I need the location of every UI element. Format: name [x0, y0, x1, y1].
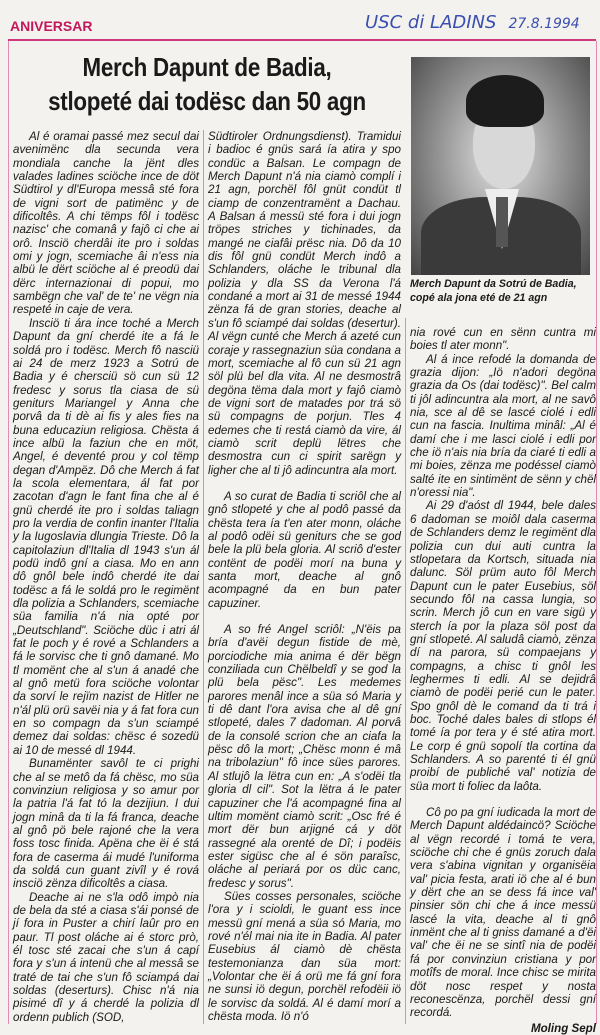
paragraph: Al á ince refodé la domanda de grazia dijon: „Iö n'adori degöna grazia da Os (dai todësc)". Bel calm ti jôl adincuntra ala mort, al ne savô nia, sce al dê se lascé ciolé i edli cun na fascia. Inultima minâl: „Al é damí che i me lasci ciolé i edli por che iö n'ais nia bría da ciaré ti edli a mi boies, zënza me podéssel ciamò salté ite en sintimënt de sënn y chël n'oressi nia". [410, 352, 596, 500]
paragraph: A so curat de Badia ti scriôl che al gnô stlopeté y che al podô passé da chësta tera ía t'en ater monn, oláche al podô odëi sü geniturs che se god bele la plü bela gloria. Al scriô d'ester contënt de podëi morí na buna y santa mort, deache al gnô acompagné da en bun pater capuziner. [208, 489, 401, 610]
paragraph: Südtiroler Ordnungsdienst). Tramidui i badioc é gnüs sará ía atira y spo condüc a Balsan. Le compagn de Merch Dapunt n'á nia ciamò complí i 21 agn, porchël fôl gnüt condüt tl ciamp de conzentramënt a Dachau. A Balsan á messü sté fora i dui jogn tröpes striches y tichinades, da mangé ne ciafâi prësc nia. Dô da 10 dis fôl gnü condüt Merch indô a Schlanders, oláche le tribunal dla polizia y dla SS da Verona l'á condané a mort ai 31 de messé 1944 zënza fá de gran stories, deache al s'un fô sciampé dai soldas (desertur). Al vëgn cunté che Merch á azeté cun coraje y rassegnaziun süa condana a mort, scemiache al fô cun sü 21 agn söl plü bel dla vita. Al ne desmostrâ degöna tëma dala mort y fajô ciamò de vigni sort de matades por trá sö sü compagns de porjun. Tles 4 edemes che ti restá ciamò da vire, ál ciamò scrit deplü lëtres che desmostra cun ci spirit sarëgn y ligher che al ti jô adincuntra ala mort. [208, 130, 401, 477]
photo-caption: Merch Dapunt da Sotrú de Badia, copé ala jona eté de 21 agn [410, 278, 577, 304]
article-title [39, 50, 374, 118]
paragraph: A so fré Angel scriôl: „N'ëis pa bría d'avëi degun fistide de mè, porciodiche mia anima é dër bëgn conziliada cun Chëlbeldî y se god la plü bela pësc". Les medemes parores menâl ince a süa só Maria y ti dê dant l'ora avisa che al dê gní stlopeté, dales 7 dadoman. Al porvâ de la consolé scrion che an ciafa la pësc dô la mort; „Chësc monn é mâ na tribolaziun" fô ince sües parores. Al stlujô la lëtra cun en: „A s'odëi tla gloria dl cil". Sot la lëtra á le pater capuziner che l'á acompagné fina al ultim momënt ciamò scrit: „Osc fré é mort dër bun arjigné cá y döt rassegné ala orenté de Dî; i podëis ester sigüsc che al é sön paraîsc, oláche al periará por os düc canc, fredesc y sorus". [208, 623, 401, 890]
handwritten-publication: USC di LADINS [365, 12, 497, 33]
author-signature: Moling Sepl [530, 1021, 596, 1035]
right-border [596, 41, 597, 1024]
paragraph: nia rové cun en sënn cuntra mi boies tl ater monn". [410, 326, 596, 353]
paragraph: Bunamënter savôl te ci prighi che al se metô da fá chësc, mo süa convinziun religiosa y so amur por la patria l'á fat tó la dezijiun. I dui jogn minâ da ti la fá franca, deache al gnô pö bele rajoné che la vera foss tosc finida. Apëna che ëi é stá fora de caserma ái mudé l'uniforma da soldá cun guant zivîl y é rová insciö zënza dificoltês a ciasa. [13, 757, 199, 891]
column-divider-2 [405, 318, 406, 1024]
paragraph: Ai 29 d'aóst dl 1944, bele dales 6 dadoman se moiôl dala caserma de Schlanders demz le regimënt dla polizia cun dui auti cuntra la stlopetara da Kortsch, situada nia dalunc. Söl prüm auto fôl Merch Dapunt cun le pater Eusebius, söl secundo fôl na cassa lungia, so scrin. Merch jô cun en vare sigü y sterch ía por la plaza söl post da gní stlopeté. Al saludâ ciamò, zënza dí na parora, sü compaejans y compagns, a chisc ti gnôl les leghermes ti edli. Al se dejidrâ ciamò de podëi perié cun le pater. Spo gnôl dè le comand da ti trá i boc. Toché dales bales di stlops él tomé ía por tera y é sté atira mort. Le corp é gnü sopolí tla cortina da Schlanders. A so parenté ti él gnü proibí de publiché val' notizia de süa mort ti foliec da laôta. [410, 499, 596, 793]
title-line-1: Merch Dapunt de Badia, [82, 52, 332, 82]
article-column-3 [410, 326, 596, 1035]
handwritten-date: 27.8.1994 [508, 16, 580, 32]
paragraph: Sües cosses personales, sciöche l'ora y i scioldi, le guant ess ince messü gní mená a süa só Maria, mo rové n'él mai nia ite in Badia. Al pater Eusebius ál ciamò dè chësta testemonianza dan süa mort: „Volontar che ëi á orü me fá gní fora ne sunsi iö degun, porchël refodëii iö le sorvisc da soldá. Al é damí morí a chësta moda. Iö n'ó [208, 889, 401, 1023]
paragraph: Deache ai ne s'la odô impò nia de bela da sté a ciasa s'ái ponsé de jí fora in Puster a chirí laûr pro en paur. Tl post oláche ai é storc prò, él tosc sté zacai che s'un á capí fora y s'un á intenü che al messâ se traté de tai che s'un fô sciampá dai soldas (deserturs). Chisc n'á nia pisimé dî y á cherdé la polizia dl ordenn publich (SOD, [13, 890, 199, 1024]
article-column-1 [13, 130, 199, 1024]
paragraph: Al é oramai passé mez secul dai avenimënc dla secunda vera mondiala canche la jënt dles valades ladines sciöche ince de döt Südtirol y dl'Europa messâ sté fora de vigni sort de patimënc y de dificoltês. A chi tëmps fôl i todësc nazisc' che comanâ y fajô ci che ai orô. Insciö cherdâi ite pro i soldas omi y jogn, scemiache âi n'ess nia albü le dërt sciöche al é preodü dai dërc internazionai di popui, mo sambëgn che val' de te' ne vëgn nia respeté in caje de vera. [13, 130, 199, 317]
column-divider-1 [203, 130, 204, 1024]
section-label: ANIVERSAR [10, 18, 93, 34]
paragraph: Cô po pa gní iudicada la mort de Merch Dapunt aldédaincö? Sciöche al vëgn recordé i tomá te vera, sciöche chi che é gnüs zoruch dala vera s'abina vignitan y organisëia val' picia festa, arati iö che al é bun y dërt che an se dess fá ince val' pinsier sön chi che á ince messü lascé la vita, deache al ti gnô inmënt che al ti gniss damané a d'ëi val' che ëi ne se sintî nia de podëi fá por convinziun cristiana y por motîfs de moral. Ince chisc se mirita döt nosc respet y nosta reconescënza, porchël dessi gní recordá. [410, 806, 596, 1020]
header-rule [8, 39, 596, 41]
portrait-photo [411, 57, 590, 275]
handwritten-source-note [365, 12, 580, 33]
paragraph: Insciö ti ára ince toché a Merch Dapunt da gní cherdé ite a fá le soldá pro i todësc. Merch fô nasciü ai 24 de merz 1923 a Sotrú de Badia y é chersciü sö cun sü 12 fredesc y sorus tla ciasa de sü geniturs Mariangel y Anna che porvâ da ti dè ai fis y ales fies na buna educaziun religiosa. Chësta á ince albü la faziun che en möt, Angel, é deventé prou y col tëmp degan d'Ampëz. Dô che Merch á fat la scola elementara, ál fat por zacotan d'agn le fant fina che al é gnü cherdé ite pro i soldas taliagn pro la verdia de confin inanter l'Italia y la Iugoslavia dlungia Trieste. Dô la capitolaziun dl'Italia dl 1943 s'un ál podü indô gní a ciasa. Mo en ann dô gnôl bele indô cherdé ite dai todësc a fá le soldá pro le regimënt dla polizia a Schlanders, scemiache süa familia n'á nia opté por „Deutschland". Sciöche düc i atri ál fat le poch y é rové a Schlanders a fá le sorvisc che ti gnô damané. Mo tl momënt che al s'un á anadé che al gnô metü fora sciöche volontar da sorví le rejïm nazist de Hitler ne n'ál plü orü savëi nia y á fat fora cun en so compagn da s'un sciampé demez dai soldas: chësc é sozedü ai 10 de messé dl 1944. [13, 316, 199, 757]
title-line-2: stlopeté dai todësc dan 50 agn [48, 86, 366, 116]
left-border [8, 41, 9, 1024]
article-column-2 [208, 130, 401, 1023]
